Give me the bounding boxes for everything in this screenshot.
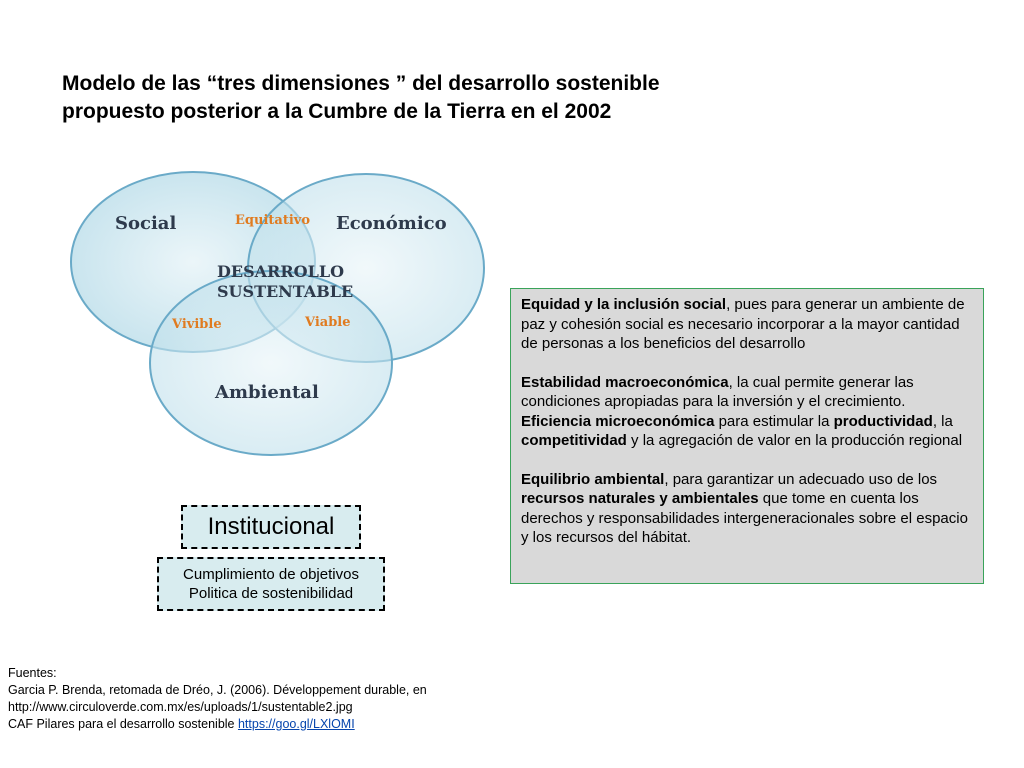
equilibrio-paragraph <box>521 470 975 548</box>
equilibrio-text-1: , para garantizar un adecuado uso de los <box>664 470 938 488</box>
eficiencia-text-3: y la agregación de valor en la producción regional <box>626 432 963 449</box>
title-line-2: propuesto posterior a la Cumbre de la Tierra en el 2002 <box>62 100 612 123</box>
eficiencia-text-2: , la <box>932 412 953 430</box>
estabilidad-paragraph <box>521 373 975 412</box>
institucional-label: Institucional <box>207 513 335 540</box>
venn-diagram <box>70 165 500 465</box>
equidad-paragraph <box>521 295 975 354</box>
source-line-2: http://www.circuloverde.com.mx/es/uploads/1/sustentable2.jpg <box>8 700 353 714</box>
estabilidad-term: Estabilidad macroeconómica <box>521 373 729 391</box>
source-line-1: Garcia P. Brenda, retomada de Dréo, J. (2006). Développement durable, en <box>8 683 427 697</box>
objetivos-line-2: Politica de sostenibilidad <box>188 585 354 602</box>
center-label-line-1: DESARROLLO <box>217 262 345 281</box>
objetivos-line-1: Cumplimiento de objetivos <box>183 566 359 583</box>
equidad-term: Equidad y la inclusión social <box>521 296 727 313</box>
source-link[interactable]: https://goo.gl/LXlOMI <box>237 717 355 731</box>
vivible-label: Vivible <box>172 317 222 332</box>
sources-block <box>8 665 508 733</box>
equilibrio-text-2: que tome en cuenta los derechos y responsabilidades intergeneracionales sobre el espacio y los recursos del hábitat. <box>521 490 968 546</box>
eficiencia-term: Eficiencia microeconómica <box>521 412 715 430</box>
viable-label: Viable <box>305 315 351 330</box>
eficiencia-text-1: para estimular la <box>714 412 834 430</box>
equitativo-label: Equitativo <box>235 213 310 228</box>
dimensions-info-box <box>510 288 984 584</box>
sources-heading: Fuentes: <box>8 666 57 680</box>
economico-label: Económico <box>336 213 447 234</box>
productividad-term: productividad <box>833 412 933 430</box>
objetivos-box <box>157 557 385 611</box>
competitividad-term: competitividad <box>521 432 627 449</box>
page-title <box>62 70 822 126</box>
estabilidad-text: , la cual permite generar las condiciones apropiadas para la inversión y el crecimiento. <box>521 373 914 410</box>
equidad-text: , pues para generar un ambiente de paz y cohesión social es necesario incorporar a la mayor cantidad de personas a los beneficios del desarrollo <box>521 296 965 352</box>
center-label-line-2: SUSTENTABLE <box>217 282 354 301</box>
title-line-1: Modelo de las “tres dimensiones ” del desarrollo sostenible <box>62 72 660 95</box>
eficiencia-paragraph <box>521 412 975 451</box>
social-label: Social <box>115 213 177 234</box>
ambiental-label: Ambiental <box>215 382 319 403</box>
equilibrio-term: Equilibrio ambiental <box>521 470 665 488</box>
source-line-3 <box>8 716 508 733</box>
recursos-term: recursos naturales y ambientales <box>521 490 759 507</box>
institucional-box <box>181 505 361 549</box>
source-line-3-text: CAF Pilares para el desarrollo sostenible <box>8 717 238 731</box>
